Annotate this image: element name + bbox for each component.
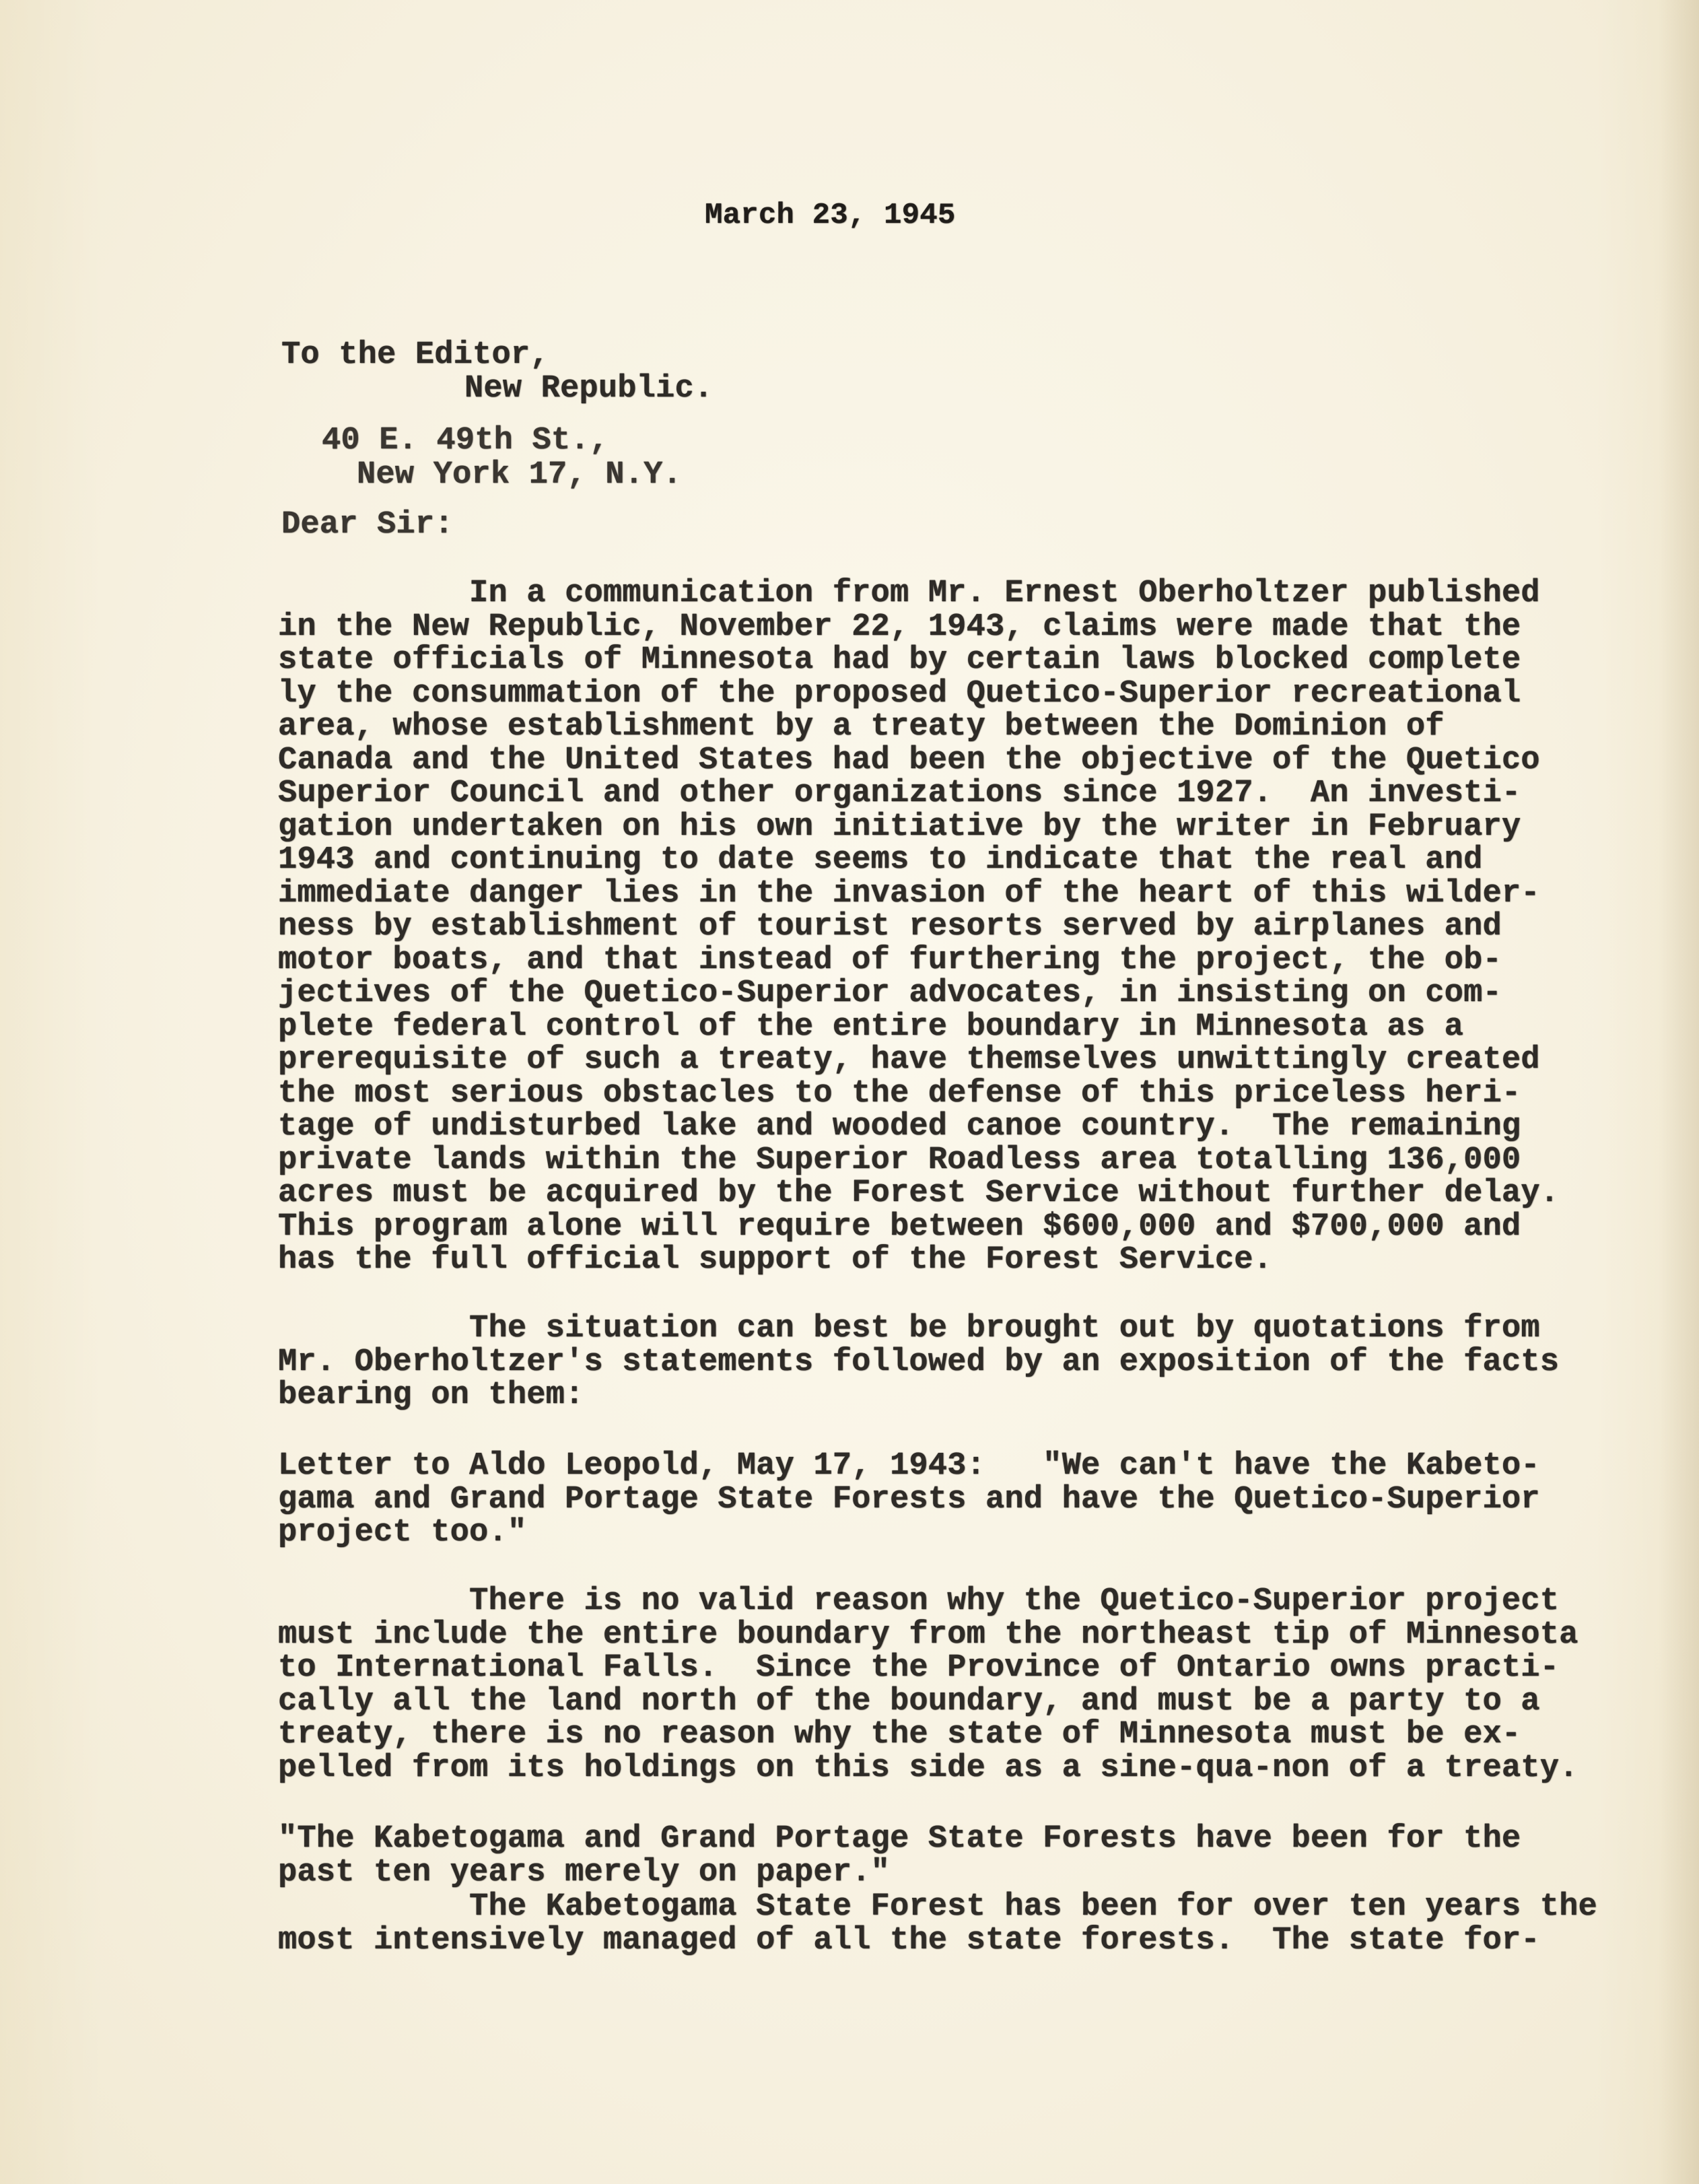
text-line: There is no valid reason why the Quetico-Superior project — [278, 1583, 1560, 1619]
text-line: ness by establishment of tourist resorts served by airplanes and — [278, 909, 1502, 945]
text-line: motor boats, and that instead of furthering the project, the ob- — [278, 942, 1502, 978]
text-line: in the New Republic, November 22, 1943, claims were made that the — [278, 609, 1521, 645]
text-line: to International Falls. Since the Province of Ontario owns practi- — [278, 1650, 1560, 1686]
text-line: has the full official support of the Forest Service. — [278, 1242, 1273, 1278]
text-line: pelled from its holdings on this side as a sine-qua-non of a treaty. — [278, 1750, 1579, 1786]
text-line: must include the entire boundary from the northeast tip of Minnesota — [278, 1616, 1579, 1653]
paragraph-5-quotation — [278, 1822, 1665, 1889]
text-line: 1943 and continuing to date seems to indicate that the real and — [278, 842, 1483, 878]
text-line: prerequisite of such a treaty, have themselves unwittingly created — [278, 1042, 1540, 1078]
paragraph-6 — [278, 1890, 1665, 1957]
text-line: jectives of the Quetico-Superior advocates, in insisting on com- — [278, 976, 1502, 1011]
text-line: most intensively managed of all the state forests. The state for- — [278, 1922, 1540, 1958]
text-line: cally all the land north of the boundary, and must be a party to a — [278, 1683, 1540, 1719]
text-line: treaty, there is no reason why the state of Minnesota must be ex- — [278, 1717, 1521, 1752]
text-line: area, whose establishment by a treaty between the Dominion of — [278, 709, 1445, 745]
text-line: state officials of Minnesota had by certain laws blocked complete — [278, 642, 1521, 678]
text-line: the most serious obstacles to the defense of this priceless heri- — [278, 1075, 1521, 1112]
text-line: bearing on them: — [278, 1377, 584, 1413]
recipient-line-2: New Republic. — [464, 371, 714, 407]
recipient-city: New York 17, N.Y. — [357, 457, 682, 493]
text-line: gama and Grand Portage State Forests and have the Quetico-Superior — [278, 1481, 1540, 1517]
paragraph-1 — [278, 577, 1665, 1277]
paragraph-2 — [278, 1312, 1665, 1412]
text-line: "The Kabetogama and Grand Portage State Forests have been for the — [278, 1821, 1521, 1857]
paragraph-4 — [278, 1585, 1665, 1785]
text-line: past ten years merely on paper." — [278, 1854, 890, 1890]
text-line: In a communication from Mr. Ernest Oberholtzer published — [278, 576, 1540, 611]
text-line: private lands within the Superior Roadless area totalling 136,000 — [278, 1142, 1521, 1178]
recipient-line-1: To the Editor, — [281, 337, 549, 373]
paragraph-3-quotation — [278, 1449, 1665, 1550]
text-line: Superior Council and other organizations since 1927. An investi- — [278, 776, 1521, 811]
recipient-street: 40 E. 49th St., — [322, 423, 609, 458]
text-line: Letter to Aldo Leopold, May 17, 1943: "We can't have the Kabeto- — [278, 1448, 1540, 1484]
letter-date: March 23, 1945 — [705, 199, 956, 232]
text-line: The situation can best be brought out by quotations from — [278, 1311, 1540, 1346]
text-line: The Kabetogama State Forest has been for over ten years the — [278, 1889, 1597, 1925]
text-line: acres must be acquired by the Forest Service without further delay. — [278, 1175, 1560, 1211]
text-line: Canada and the United States had been the objective of the Quetico — [278, 742, 1540, 778]
text-line: ly the consummation of the proposed Quetico-Superior recreational — [278, 675, 1521, 712]
text-line: gation undertaken on his own initiative by the writer in February — [278, 809, 1521, 845]
text-line: project too." — [278, 1515, 527, 1550]
salutation: Dear Sir: — [281, 507, 454, 543]
text-line: Mr. Oberholtzer's statements followed by an exposition of the facts — [278, 1344, 1560, 1380]
text-line: tage of undisturbed lake and wooded canoe country. The remaining — [278, 1109, 1521, 1145]
text-line: This program alone will require between $600,000 and $700,000 and — [278, 1208, 1521, 1245]
text-line: immediate danger lies in the invasion of the heart of this wilder- — [278, 875, 1540, 912]
text-line: plete federal control of the entire boundary in Minnesota as a — [278, 1009, 1464, 1045]
